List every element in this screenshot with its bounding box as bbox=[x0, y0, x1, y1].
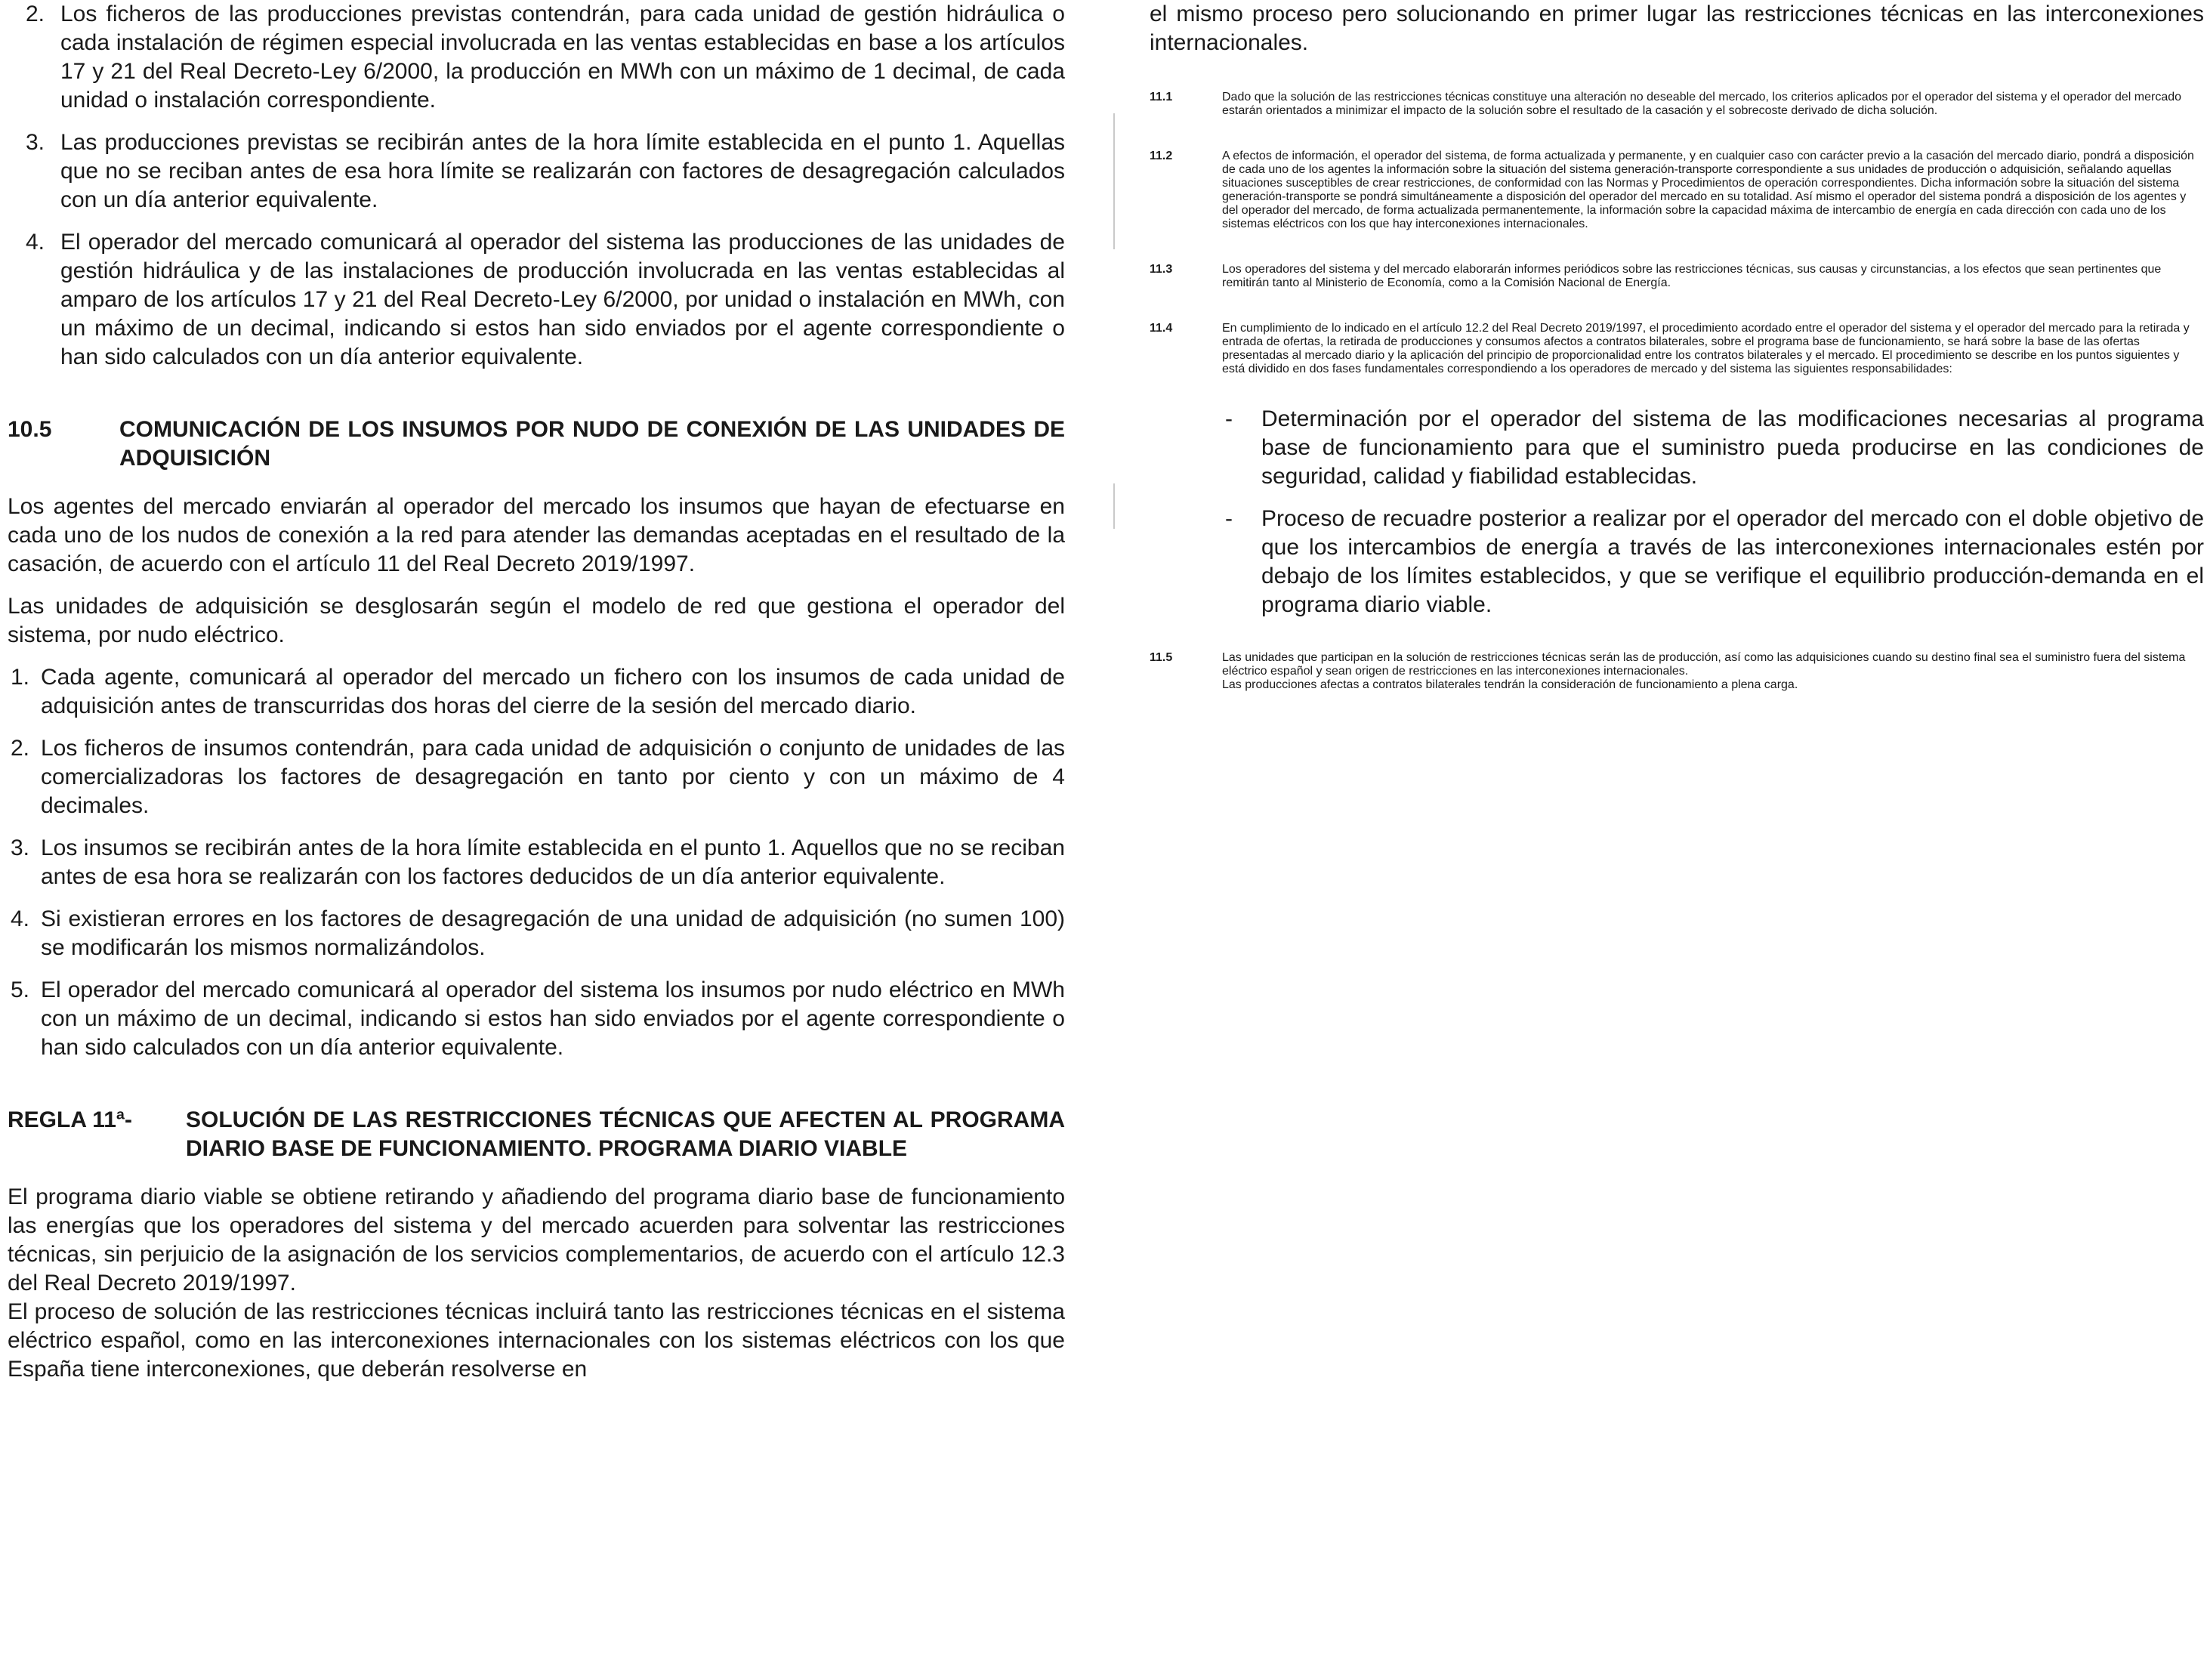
list-text: Si existieran errores en los factores de desagregación de una unidad de adquisición (no sumen 100) se modificarán los mismos normalizándolos. bbox=[41, 906, 1065, 960]
bullet-text: Proceso de recuadre posterior a realizar por el operador del mercado con el doble objetivo de que los intercambios de energía a través de las interconexiones internacionales estén por debajo de los límites establecidos, y que se verifique el equilibrio producción-demanda en el programa diario viable. bbox=[1261, 506, 2204, 617]
list-number: 2. bbox=[11, 736, 30, 761]
list-item bbox=[8, 734, 1065, 820]
section-text: Los operadores del sistema y del mercado elaborarán informes periódicos sobre las restricciones técnicas, sus causas y circunstancias, a los efectos que sean pertinentes que remitirán tanto al Ministerio de Economía, como a la Comisión Nacional de Energía. bbox=[1222, 263, 2162, 289]
numbered-section bbox=[1150, 263, 2204, 290]
list-text: Los ficheros de insumos contendrán, para cada unidad de adquisición o conjunto de unidades de las comercializadoras los factores de desagregación en tanto por ciento y con un máximo de 4 decimales. bbox=[41, 736, 1065, 818]
list-item bbox=[8, 228, 1065, 372]
scan-artifact bbox=[1113, 483, 1115, 529]
section-number: 11.5 bbox=[1150, 651, 1173, 664]
section-number: 11.1 bbox=[1150, 91, 1173, 103]
rule-label: REGLA 11ª- bbox=[8, 1107, 133, 1132]
list-text: Las producciones previstas se recibirán antes de la hora límite establecida en el punto 1. Aquellas que no se reciban antes de esa hora límite se realizarán con factores de desagregación calculados con un día anterior equivalente. bbox=[60, 130, 1065, 212]
section-number: 10.5 bbox=[8, 417, 52, 442]
section-text: Dado que la solución de las restricciones técnicas constituye una alteración no deseable del mercado, los criterios aplicados por el operador del sistema y el operador del mercado estarán orientados a minimizar el impacto de la solución sobre el resultado de la casación y el sobrecoste derivado de dicha solución. bbox=[1222, 91, 2182, 117]
list-item bbox=[8, 834, 1065, 891]
numbered-section bbox=[1150, 322, 2204, 376]
bullet-dash: - bbox=[1225, 406, 1233, 431]
list-item bbox=[8, 128, 1065, 215]
bullet-dash: - bbox=[1225, 506, 1233, 531]
list-number: 4. bbox=[11, 906, 30, 931]
list-item bbox=[8, 663, 1065, 721]
list-text: Cada agente, comunicará al operador del mercado un fichero con los insumos de cada unidad de adquisición antes de transcurridas dos horas del cierre de la sesión del mercado diario. bbox=[41, 665, 1065, 718]
list-text: El operador del mercado comunicará al operador del sistema las producciones de las unidades de gestión hidráulica y de las instalaciones de producción involucrada en las ventas establecidas al amparo de los artículos 17 y 21 del Real Decreto-Ley 6/2000, por unidad o instalación en MWh, con un máximo de un decimal, indicando si estos han sido enviados por el agente correspondiente o han sido calculados con un día anterior equivalente. bbox=[60, 230, 1065, 369]
rule-heading bbox=[8, 1106, 1065, 1163]
rule-title: SOLUCIÓN DE LAS RESTRICCIONES TÉCNICAS QUE AFECTEN AL PROGRAMA DIARIO BASE DE FUNCIONAMIENTO. PROGRAMA DIARIO VIABLE bbox=[186, 1107, 1065, 1161]
numbered-section bbox=[1150, 91, 2204, 118]
right-column bbox=[1150, 0, 2204, 692]
section-title: COMUNICACIÓN DE LOS INSUMOS POR NUDO DE CONEXIÓN DE LAS UNIDADES DE ADQUISICIÓN bbox=[119, 417, 1065, 471]
list-text: El operador del mercado comunicará al operador del sistema los insumos por nudo eléctrico en MWh con un máximo de un decimal, indicando si estos han sido enviados por el agente correspondiente o han sido calculados con un día anterior equivalente. bbox=[41, 977, 1065, 1060]
bullet-item bbox=[1150, 505, 2204, 619]
list-item bbox=[8, 976, 1065, 1062]
section-number: 11.3 bbox=[1150, 263, 1173, 276]
section-text: En cumplimiento de lo indicado en el artículo 12.2 del Real Decreto 2019/1997, el procedimiento acordado entre el operador del sistema y el operador del mercado para la retirada y entrada de ofertas, la retirada de producciones y consumos afectos a contratos bilaterales, sobre el programa base de funcionamiento, se hará sobre la base de las ofertas presentadas al mercado diario y la aplicación del principio de proporcionalidad entre los contratos bilaterales y el mercado. El procedimiento se describe en los puntos siguientes y está dividido en dos fases fundamentales correspondiendo a los operadores de mercado y del sistema las siguientes responsabilidades: bbox=[1222, 322, 2190, 375]
list-number: 1. bbox=[11, 665, 30, 690]
paragraph: El proceso de solución de las restricciones técnicas incluirá tanto las restricciones técnicas en el sistema eléctrico español, como en las interconexiones internacionales con los sistemas eléctricos con los que España tiene interconexiones, que deberán resolverse en bbox=[8, 1299, 1065, 1382]
section-text-continued: Las producciones afectas a contratos bilaterales tendrán la consideración de funcionamiento a plena carga. bbox=[1222, 678, 1798, 691]
paragraph: Las unidades de adquisición se desglosarán según el modelo de red que gestiona el operador del sistema, por nudo eléctrico. bbox=[8, 594, 1065, 647]
section-text: A efectos de información, el operador del sistema, de forma actualizada y permanente, y en cualquier caso con carácter previo a la casación del mercado diario, pondrá a disposición de cada uno de los agentes la información sobre la situación del sistema generación-transporte correspondiente a sus unidades de producción o adquisición, señalando aquellas situaciones susceptibles de crear restricciones, de conformidad con las Normas y Procedimientos de operación correspondientes. Dicha información sobre la situación del sistema generación-transporte se pondrá simultáneamente a disposición del operador del mercado en su totalidad. Así mismo el operador del sistema pondrá a disposición de los agentes y del operador del mercado, de forma actualizada permanentemente, la información sobre la capacidad máxima de intercambio de energía en cada dirección con cada uno de los sistemas eléctricos con los que hay interconexiones internacionales. bbox=[1222, 150, 2194, 230]
list-number: 5. bbox=[11, 977, 30, 1002]
list-number: 4. bbox=[26, 230, 45, 255]
section-number: 11.4 bbox=[1150, 322, 1173, 335]
list-number: 3. bbox=[26, 130, 45, 155]
section-number: 11.2 bbox=[1150, 150, 1173, 162]
numbered-section bbox=[1150, 150, 2204, 231]
paragraph: El programa diario viable se obtiene retirando y añadiendo del programa diario base de funcionamiento las energías que los operadores del sistema y del mercado acuerden para solventar las restricciones técnicas, sin perjuicio de la asignación de los servicios complementarios, de acuerdo con el artículo 12.3 del Real Decreto 2019/1997. bbox=[8, 1184, 1065, 1296]
numbered-section bbox=[1150, 651, 2204, 692]
paragraph: Los agentes del mercado enviarán al operador del mercado los insumos que hayan de efectuarse en cada uno de los nudos de conexión a la red para atender las demandas aceptadas en el resultado de la casación, de acuerdo con el artículo 11 del Real Decreto 2019/1997. bbox=[8, 494, 1065, 576]
section-text: Las unidades que participan en la solución de restricciones técnicas serán las de producción, así como las adquisiciones cuando su destino final sea el suministro fuera del sistema eléctrico español y sean origen de restricciones en las interconexiones internacionales. bbox=[1222, 651, 2186, 678]
paragraph: el mismo proceso pero solucionando en primer lugar las restricciones técnicas en las interconexiones internacionales. bbox=[1150, 2, 2204, 55]
scan-artifact bbox=[1113, 113, 1115, 249]
list-item bbox=[8, 905, 1065, 962]
left-column bbox=[8, 0, 1065, 1384]
list-number: 2. bbox=[26, 2, 45, 26]
list-number: 3. bbox=[11, 835, 30, 860]
section-heading bbox=[8, 415, 1065, 473]
list-text: Los ficheros de las producciones previstas contendrán, para cada unidad de gestión hidráulica o cada instalación de régimen especial involucrada en las ventas establecidas en base a los artículos 17 y 21 del Real Decreto-Ley 6/2000, la producción en MWh con un máximo de 1 decimal, de cada unidad o instalación correspondiente. bbox=[60, 2, 1065, 113]
list-text: Los insumos se recibirán antes de la hora límite establecida en el punto 1. Aquellos que no se reciban antes de esa hora se realizarán con los factores deducidos de un día anterior equivalente. bbox=[41, 835, 1065, 889]
bullet-item bbox=[1150, 405, 2204, 491]
bullet-text: Determinación por el operador del sistema de las modificaciones necesarias al programa base de funcionamiento para que el suministro pueda producirse en las condiciones de seguridad, calidad y fiabilidad establecidas. bbox=[1261, 406, 2204, 489]
list-item bbox=[8, 0, 1065, 115]
